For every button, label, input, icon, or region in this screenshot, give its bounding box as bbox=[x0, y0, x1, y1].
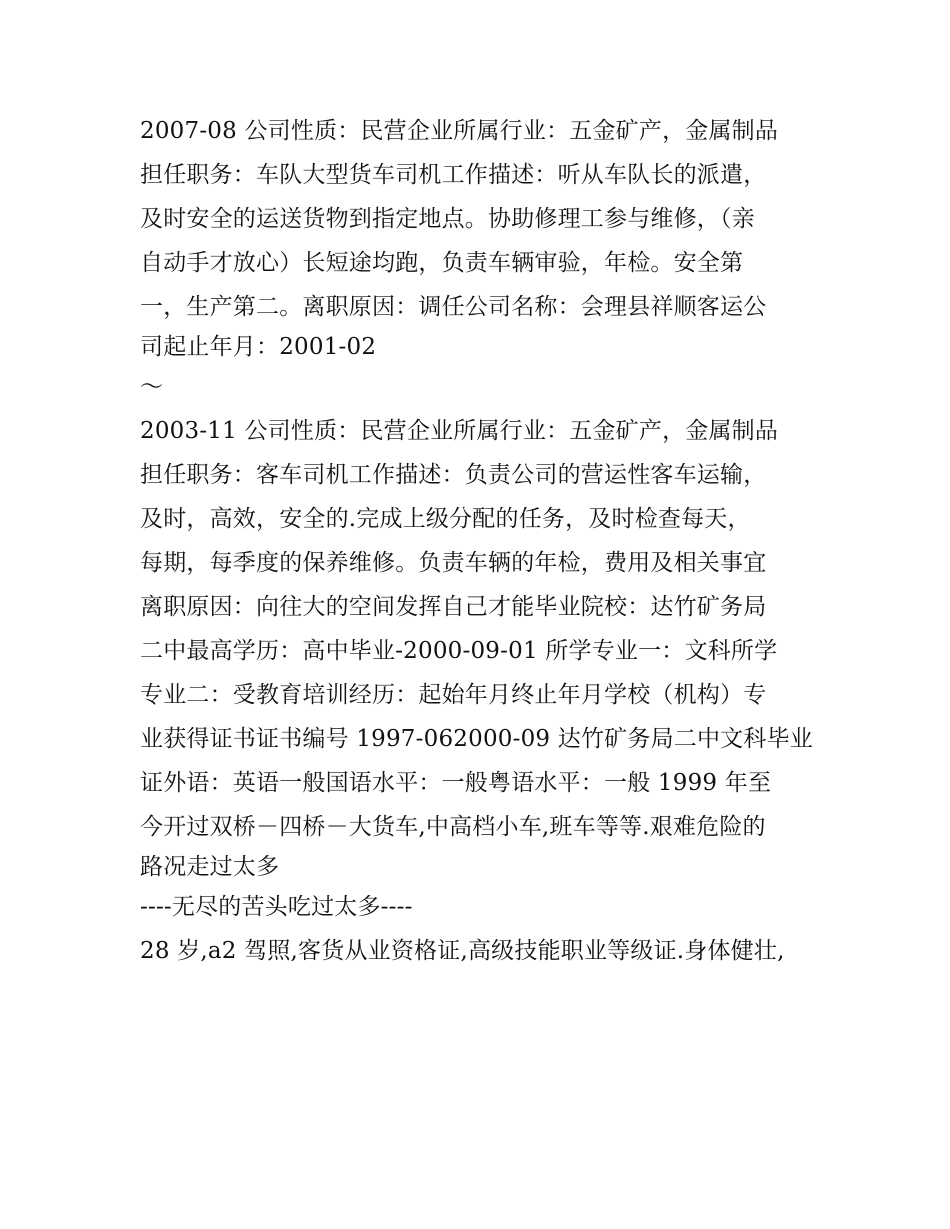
text-line: 及时安全的运送货物到指定地点。协助修理工参与维修，（亲 bbox=[140, 206, 755, 232]
dashed-note-line: ----无尽的苦头吃过太多---- bbox=[140, 894, 413, 920]
text-line: 28 岁,a2 驾照,客货从业资格证,高级技能职业等级证.身体健壮, bbox=[140, 938, 785, 964]
text-line: 路况走过太多 bbox=[140, 854, 280, 880]
text-line: 二中最高学历：高中毕业-2000-09-01 所学专业一：文科所学 bbox=[140, 638, 778, 664]
text-line: 每期，每季度的保养维修。负责车辆的年检，费用及相关事宜 bbox=[140, 550, 767, 576]
text-line: 担任职务：车队大型货车司机工作描述：听从车队长的派遣， bbox=[140, 162, 767, 188]
text-line: 2007-08 公司性质：民营企业所属行业：五金矿产，金属制品 bbox=[140, 118, 779, 144]
resume-text-body bbox=[140, 109, 820, 973]
tilde-separator: ～ bbox=[140, 374, 164, 400]
text-line: 司起止年月：2001-02 bbox=[140, 334, 377, 360]
text-line: 及时，高效，安全的.完成上级分配的任务，及时检查每天， bbox=[140, 506, 751, 532]
text-line: 证外语：英语一般国语水平：一般粤语水平：一般 1999 年至 bbox=[140, 770, 772, 796]
text-line: 今开过双桥－四桥－大货车,中高档小车,班车等等.艰难危险的 bbox=[140, 814, 766, 840]
text-line: 一，生产第二。离职原因：调任公司名称：会理县祥顺客运公 bbox=[140, 294, 767, 320]
text-line: 自动手才放心）长短途均跑，负责车辆审验，年检。安全第 bbox=[140, 250, 744, 276]
text-line: 离职原因：向往大的空间发挥自己才能毕业院校：达竹矿务局 bbox=[140, 594, 767, 620]
text-line: 2003-11 公司性质：民营企业所属行业：五金矿产，金属制品 bbox=[140, 418, 779, 444]
text-line: 专业二：受教育培训经历：起始年月终止年月学校（机构）专 bbox=[140, 682, 767, 708]
text-line: 业获得证书证书编号 1997-062000-09 达竹矿务局二中文科毕业 bbox=[140, 726, 813, 752]
text-line: 担任职务：客车司机工作描述：负责公司的营运性客车运输， bbox=[140, 462, 767, 488]
